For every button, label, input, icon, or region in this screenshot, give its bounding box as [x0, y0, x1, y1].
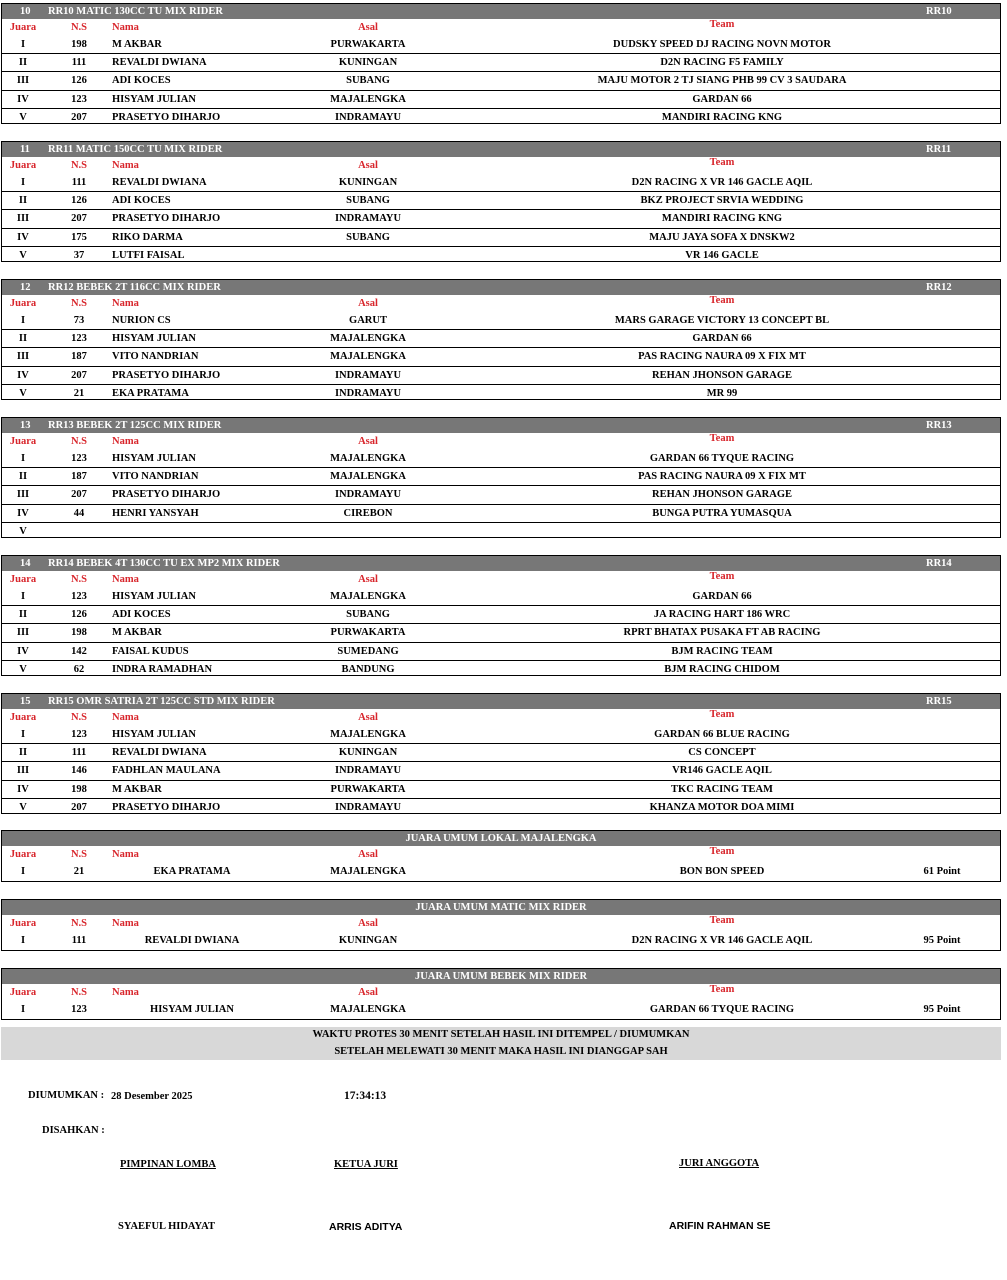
rider-origin: SUBANG	[346, 231, 390, 243]
col-juara-header: Juara	[9, 849, 37, 860]
team-name: DUDSKY SPEED DJ RACING NOVN MOTOR	[613, 39, 831, 50]
result-row	[2, 36, 1000, 54]
rider-name: PRASETYO DIHARJO	[112, 111, 221, 123]
team-name: GARDAN 66 TYQUE RACING	[649, 453, 795, 464]
start-number: 187	[71, 351, 87, 363]
col-juara-header: Juara	[9, 918, 37, 929]
col-nama-header: Nama	[112, 987, 139, 998]
result-row	[2, 661, 1000, 678]
rider-name: INDRA RAMADHAN	[112, 663, 213, 675]
rider-name: REVALDI DWIANA	[112, 747, 207, 759]
rider-origin: SUBANG	[346, 609, 390, 621]
team-name: D2N RACING X VR 146 GACLE AQIL	[631, 177, 813, 188]
rider-name: EKA PRATAMA	[112, 387, 189, 399]
class-code: RR13	[926, 420, 952, 431]
role-pimpinan-lomba: PIMPINAN LOMBA	[120, 1159, 216, 1170]
rider-name: HISYAM JULIAN	[150, 1004, 234, 1015]
column-header-row	[2, 433, 1000, 450]
team-name: KHANZA MOTOR DOA MIMI	[649, 801, 795, 813]
rider-name: REVALDI DWIANA	[144, 935, 240, 946]
summary-table-matic	[1, 899, 1001, 951]
team-name: MARS GARAGE VICTORY 13 CONCEPT BL	[614, 315, 830, 326]
rider-name: LUTFI FAISAL	[112, 249, 185, 261]
class-title: RR11 MATIC 150CC TU MIX RIDER	[48, 144, 223, 155]
team-name: GARDAN 66	[692, 93, 752, 105]
col-team-header: Team	[709, 984, 735, 995]
result-row	[2, 726, 1000, 744]
rank: V	[19, 249, 27, 261]
rider-origin: INDRAMAYU	[334, 489, 402, 501]
class-table-rr12	[1, 279, 1001, 400]
rider-origin: MAJALENGKA	[330, 93, 406, 105]
start-number: 207	[71, 111, 87, 123]
result-row	[2, 450, 1000, 468]
col-asal-header: Asal	[358, 574, 378, 585]
team-name: TKC RACING TEAM	[671, 783, 773, 795]
start-number: 123	[71, 453, 87, 464]
result-row	[2, 781, 1000, 799]
approved-label: DISAHKAN :	[42, 1125, 105, 1136]
result-row	[2, 192, 1000, 210]
start-number: 142	[71, 645, 87, 657]
signer-pimpinan-lomba: SYAEFUL HIDAYAT	[118, 1221, 215, 1232]
rider-origin: SUBANG	[346, 75, 390, 87]
class-table-rr15	[1, 693, 1001, 814]
rank: I	[20, 866, 26, 877]
class-number: 15	[20, 696, 31, 707]
result-row	[2, 54, 1000, 72]
class-number: 10	[20, 6, 31, 17]
team-name: GARDAN 66	[692, 333, 752, 345]
rider-origin: CIREBON	[343, 507, 393, 519]
col-juara-header: Juara	[9, 22, 37, 33]
signer-juri-anggota: ARIFIN RAHMAN SE	[669, 1220, 771, 1232]
rank: V	[19, 663, 27, 675]
rider-origin: MAJALENGKA	[330, 1004, 406, 1015]
rank: III	[16, 213, 30, 225]
rider-name: HISYAM JULIAN	[112, 93, 196, 105]
rider-origin: MAJALENGKA	[330, 866, 406, 877]
result-row	[2, 624, 1000, 642]
class-code: RR15	[926, 696, 952, 707]
rank: I	[20, 729, 26, 740]
class-code: RR14	[926, 558, 952, 569]
protest-line-2: SETELAH MELEWATI 30 MENIT MAKA HASIL INI DIANGGAP SAH	[334, 1045, 668, 1057]
result-row	[2, 312, 1000, 330]
summary-table-bebek	[1, 968, 1001, 1020]
rider-name: HISYAM JULIAN	[112, 729, 196, 740]
class-table-rr14	[1, 555, 1001, 676]
result-row	[2, 643, 1000, 661]
summary-table-lokal	[1, 830, 1001, 882]
rank: II	[18, 747, 28, 759]
col-asal-header: Asal	[358, 987, 378, 998]
col-asal-header: Asal	[358, 22, 378, 33]
points: 95 Point	[923, 935, 961, 946]
team-name: CS CONCEPT	[688, 747, 756, 759]
col-ns-header: N.S	[70, 712, 88, 723]
result-row	[2, 588, 1000, 606]
class-title: RR12 BEBEK 2T 116CC MIX RIDER	[48, 282, 221, 293]
rider-origin: KUNINGAN	[338, 747, 398, 759]
team-name: MAJU JAYA SOFA X DNSKW2	[649, 231, 795, 243]
rank: II	[18, 609, 28, 621]
start-number: 21	[73, 866, 85, 877]
col-team-header: Team	[709, 19, 735, 30]
team-name: GARDAN 66 BLUE RACING	[654, 729, 790, 740]
team-name: MANDIRI RACING KNG	[661, 213, 783, 225]
team-name: VR146 GACLE AQIL	[672, 765, 772, 777]
rank: IV	[17, 507, 29, 519]
class-title: RR10 MATIC 130CC TU MIX RIDER	[48, 6, 223, 17]
start-number: 111	[71, 57, 87, 69]
start-number: 123	[71, 93, 87, 105]
col-nama-header: Nama	[112, 712, 139, 723]
rider-name: HISYAM JULIAN	[112, 591, 196, 602]
result-row	[2, 229, 1000, 247]
start-number: 123	[71, 591, 87, 602]
rank: III	[16, 75, 30, 87]
result-row	[2, 348, 1000, 366]
column-header-row	[2, 709, 1000, 726]
rider-origin: PURWAKARTA	[330, 39, 406, 50]
col-juara-header: Juara	[9, 298, 37, 309]
result-row	[2, 91, 1000, 109]
result-row	[2, 606, 1000, 624]
rider-origin: SUMEDANG	[337, 645, 399, 657]
protest-line-1: WAKTU PROTES 30 MENIT SETELAH HASIL INI DITEMPEL / DIUMUMKAN	[312, 1029, 690, 1040]
summary-row	[2, 863, 1000, 880]
rank: IV	[17, 231, 29, 243]
announced-label: DIUMUMKAN :	[28, 1090, 105, 1101]
team-name: PAS RACING NAURA 09 X FIX MT	[638, 351, 806, 363]
announced-time: 17:34:13	[344, 1090, 387, 1102]
rider-origin: BANDUNG	[341, 663, 395, 675]
column-header-row	[2, 157, 1000, 174]
team-name: GARDAN 66	[692, 591, 752, 602]
rank: III	[16, 351, 30, 363]
protest-notice	[1, 1027, 1001, 1060]
rank: III	[16, 627, 30, 639]
rider-origin: MAJALENGKA	[330, 453, 406, 464]
result-row	[2, 385, 1000, 402]
result-row	[2, 468, 1000, 486]
team-name: JA RACING HART 186 WRC	[653, 609, 791, 621]
start-number: 111	[71, 747, 87, 759]
col-team-header: Team	[709, 709, 735, 720]
rank: I	[20, 177, 26, 188]
class-number: 13	[20, 420, 31, 431]
result-row	[2, 505, 1000, 523]
column-header-row	[2, 19, 1000, 36]
rider-origin: MAJALENGKA	[330, 591, 406, 602]
rider-origin: KUNINGAN	[338, 57, 398, 69]
class-code: RR12	[926, 282, 952, 293]
rank: I	[20, 1004, 26, 1015]
rank: I	[20, 935, 26, 946]
rider-name: FAISAL KUDUS	[112, 645, 189, 657]
rank: IV	[17, 645, 29, 657]
col-asal-header: Asal	[358, 918, 378, 929]
start-number: 198	[71, 783, 87, 795]
result-row	[2, 744, 1000, 762]
rider-name: PRASETYO DIHARJO	[112, 801, 221, 813]
rider-name: PRASETYO DIHARJO	[112, 489, 221, 501]
result-row	[2, 72, 1000, 90]
start-number: 21	[73, 387, 85, 399]
col-team-header: Team	[709, 846, 735, 857]
col-ns-header: N.S	[70, 160, 88, 171]
col-asal-header: Asal	[358, 712, 378, 723]
team-name: RPRT BHATAX PUSAKA FT AB RACING	[623, 627, 821, 639]
rider-name: M AKBAR	[112, 39, 162, 50]
rider-name: PRASETYO DIHARJO	[112, 369, 221, 381]
rank: V	[19, 111, 27, 123]
rider-name: HISYAM JULIAN	[112, 333, 196, 345]
rider-origin: MAJALENGKA	[330, 471, 406, 483]
col-ns-header: N.S	[70, 436, 88, 447]
col-asal-header: Asal	[358, 849, 378, 860]
rider-name: VITO NANDRIAN	[112, 471, 199, 483]
col-ns-header: N.S	[70, 22, 88, 33]
rider-origin: PURWAKARTA	[330, 783, 406, 795]
result-row	[2, 247, 1000, 264]
rank: II	[18, 471, 28, 483]
col-juara-header: Juara	[9, 574, 37, 585]
start-number: 62	[73, 663, 85, 675]
start-number: 198	[71, 627, 87, 639]
column-header-row	[2, 984, 1000, 1001]
rank: V	[19, 387, 27, 399]
team-name: PAS RACING NAURA 09 X FIX MT	[638, 471, 806, 483]
rider-name: RIKO DARMA	[112, 231, 183, 243]
points: 95 Point	[923, 1004, 961, 1015]
column-header-row	[2, 915, 1000, 932]
rank: I	[20, 39, 26, 50]
start-number: 37	[73, 249, 85, 261]
team-name: D2N RACING X VR 146 GACLE AQIL	[631, 935, 813, 946]
col-nama-header: Nama	[112, 298, 139, 309]
col-juara-header: Juara	[9, 712, 37, 723]
col-juara-header: Juara	[9, 160, 37, 171]
col-asal-header: Asal	[358, 298, 378, 309]
rider-name: ADI KOCES	[112, 75, 171, 87]
team-name: BJM RACING CHIDOM	[664, 663, 780, 675]
rider-name: FADHLAN MAULANA	[112, 765, 221, 777]
team-name: VR 146 GACLE	[685, 249, 759, 261]
col-team-header: Team	[709, 433, 735, 444]
col-ns-header: N.S	[70, 849, 88, 860]
rider-origin: KUNINGAN	[338, 177, 398, 188]
result-row	[2, 210, 1000, 228]
result-row	[2, 174, 1000, 192]
rider-name: VITO NANDRIAN	[112, 351, 199, 363]
start-number: 126	[71, 195, 87, 207]
rider-origin: INDRAMAYU	[334, 765, 402, 777]
col-asal-header: Asal	[358, 160, 378, 171]
rider-origin: MAJALENGKA	[330, 729, 406, 740]
rider-origin: INDRAMAYU	[334, 801, 402, 813]
col-ns-header: N.S	[70, 987, 88, 998]
result-row	[2, 799, 1000, 816]
result-row	[2, 523, 1000, 540]
col-juara-header: Juara	[9, 436, 37, 447]
class-number: 12	[20, 282, 31, 293]
rank: V	[19, 525, 27, 537]
rider-name: PRASETYO DIHARJO	[112, 213, 221, 225]
rider-origin: INDRAMAYU	[334, 387, 402, 399]
col-nama-header: Nama	[112, 436, 139, 447]
rider-origin: KUNINGAN	[338, 935, 398, 946]
team-name: MANDIRI RACING KNG	[661, 111, 783, 123]
col-ns-header: N.S	[70, 298, 88, 309]
team-name: BON BON SPEED	[679, 866, 765, 877]
start-number: 187	[71, 471, 87, 483]
rider-origin: INDRAMAYU	[334, 213, 402, 225]
class-table-rr10	[1, 3, 1001, 124]
class-title: RR13 BEBEK 2T 125CC MIX RIDER	[48, 420, 222, 431]
start-number: 111	[71, 177, 87, 188]
class-code: RR10	[926, 6, 952, 17]
rank: IV	[17, 369, 29, 381]
result-row	[2, 109, 1000, 126]
class-title: RR15 OMR SATRIA 2T 125CC STD MIX RIDER	[48, 696, 275, 707]
col-team-header: Team	[709, 157, 735, 168]
col-nama-header: Nama	[112, 22, 139, 33]
start-number: 44	[73, 507, 85, 519]
start-number: 207	[71, 801, 87, 813]
start-number: 73	[73, 315, 85, 326]
rank: II	[18, 333, 28, 345]
rider-name: M AKBAR	[112, 783, 162, 795]
team-name: REHAN JHONSON GARAGE	[651, 369, 792, 381]
rider-name: HENRI YANSYAH	[112, 507, 199, 519]
column-header-row	[2, 846, 1000, 863]
col-team-header: Team	[709, 295, 735, 306]
col-juara-header: Juara	[9, 987, 37, 998]
column-header-row	[2, 571, 1000, 588]
start-number: 126	[71, 75, 87, 87]
team-name: MAJU MOTOR 2 TJ SIANG PHB 99 CV 3 SAUDARA	[597, 75, 847, 87]
col-nama-header: Nama	[112, 849, 139, 860]
team-name: BUNGA PUTRA YUMASQUA	[652, 507, 792, 519]
col-ns-header: N.S	[70, 574, 88, 585]
signer-ketua-juri: ARRIS ADITYA	[329, 1221, 403, 1233]
col-team-header: Team	[709, 915, 735, 926]
team-name: BKZ PROJECT SRVIA WEDDING	[640, 195, 804, 207]
rider-origin: GARUT	[349, 315, 387, 326]
rider-origin: MAJALENGKA	[330, 351, 406, 363]
rider-origin: SUBANG	[346, 195, 390, 207]
summary-title: JUARA UMUM BEBEK MIX RIDER	[2, 969, 1000, 984]
result-row	[2, 367, 1000, 385]
col-nama-header: Nama	[112, 574, 139, 585]
start-number: 111	[71, 935, 87, 946]
start-number: 126	[71, 609, 87, 621]
rank: II	[18, 57, 28, 69]
start-number: 198	[71, 39, 87, 50]
rank: IV	[17, 93, 29, 105]
class-number: 11	[20, 144, 30, 155]
col-nama-header: Nama	[112, 160, 139, 171]
team-name: D2N RACING F5 FAMILY	[660, 57, 784, 69]
class-number: 14	[20, 558, 31, 569]
points: 61 Point	[923, 866, 961, 877]
rider-name: EKA PRATAMA	[153, 866, 231, 877]
class-table-rr11	[1, 141, 1001, 262]
team-name: BJM RACING TEAM	[671, 645, 773, 657]
rank: I	[20, 591, 26, 602]
rank: II	[18, 195, 28, 207]
rider-name: REVALDI DWIANA	[112, 177, 207, 188]
rank: III	[16, 489, 30, 501]
rank: IV	[17, 783, 29, 795]
rider-name: ADI KOCES	[112, 195, 171, 207]
start-number: 207	[71, 369, 87, 381]
start-number: 123	[71, 729, 87, 740]
rider-name: NURION CS	[112, 315, 171, 326]
result-row	[2, 330, 1000, 348]
summary-row	[2, 1001, 1000, 1018]
summary-title: JUARA UMUM LOKAL MAJALENGKA	[2, 831, 1000, 846]
team-name: GARDAN 66 TYQUE RACING	[649, 1004, 795, 1015]
rider-name: ADI KOCES	[112, 609, 171, 621]
team-name: MR 99	[706, 387, 738, 399]
rider-name: HISYAM JULIAN	[112, 453, 196, 464]
result-row	[2, 762, 1000, 780]
col-team-header: Team	[709, 571, 735, 582]
class-code: RR11	[926, 144, 952, 155]
column-header-row	[2, 295, 1000, 312]
start-number: 175	[71, 231, 87, 243]
col-ns-header: N.S	[70, 918, 88, 929]
start-number: 207	[71, 213, 87, 225]
rider-origin: MAJALENGKA	[330, 333, 406, 345]
start-number: 207	[71, 489, 87, 501]
result-row	[2, 486, 1000, 504]
rank: III	[16, 765, 30, 777]
role-juri-anggota: JURI ANGGOTA	[679, 1158, 760, 1169]
start-number: 123	[71, 1004, 87, 1015]
start-number: 146	[71, 765, 87, 777]
rank: I	[20, 453, 26, 464]
rider-origin: PURWAKARTA	[330, 627, 406, 639]
summary-row	[2, 932, 1000, 949]
rider-origin: INDRAMAYU	[334, 369, 402, 381]
class-table-rr13	[1, 417, 1001, 538]
announced-date: 28 Desember 2025	[111, 1091, 193, 1102]
team-name: REHAN JHONSON GARAGE	[651, 489, 792, 501]
rider-name: M AKBAR	[112, 627, 162, 639]
rider-name: REVALDI DWIANA	[112, 57, 207, 69]
role-ketua-juri: KETUA JURI	[334, 1159, 398, 1170]
rank: I	[20, 315, 26, 326]
col-nama-header: Nama	[112, 918, 139, 929]
rank: V	[19, 801, 27, 813]
class-title: RR14 BEBEK 4T 130CC TU EX MP2 MIX RIDER	[48, 558, 280, 569]
summary-title: JUARA UMUM MATIC MIX RIDER	[2, 900, 1000, 915]
start-number: 123	[71, 333, 87, 345]
col-asal-header: Asal	[358, 436, 378, 447]
rider-origin: INDRAMAYU	[334, 111, 402, 123]
